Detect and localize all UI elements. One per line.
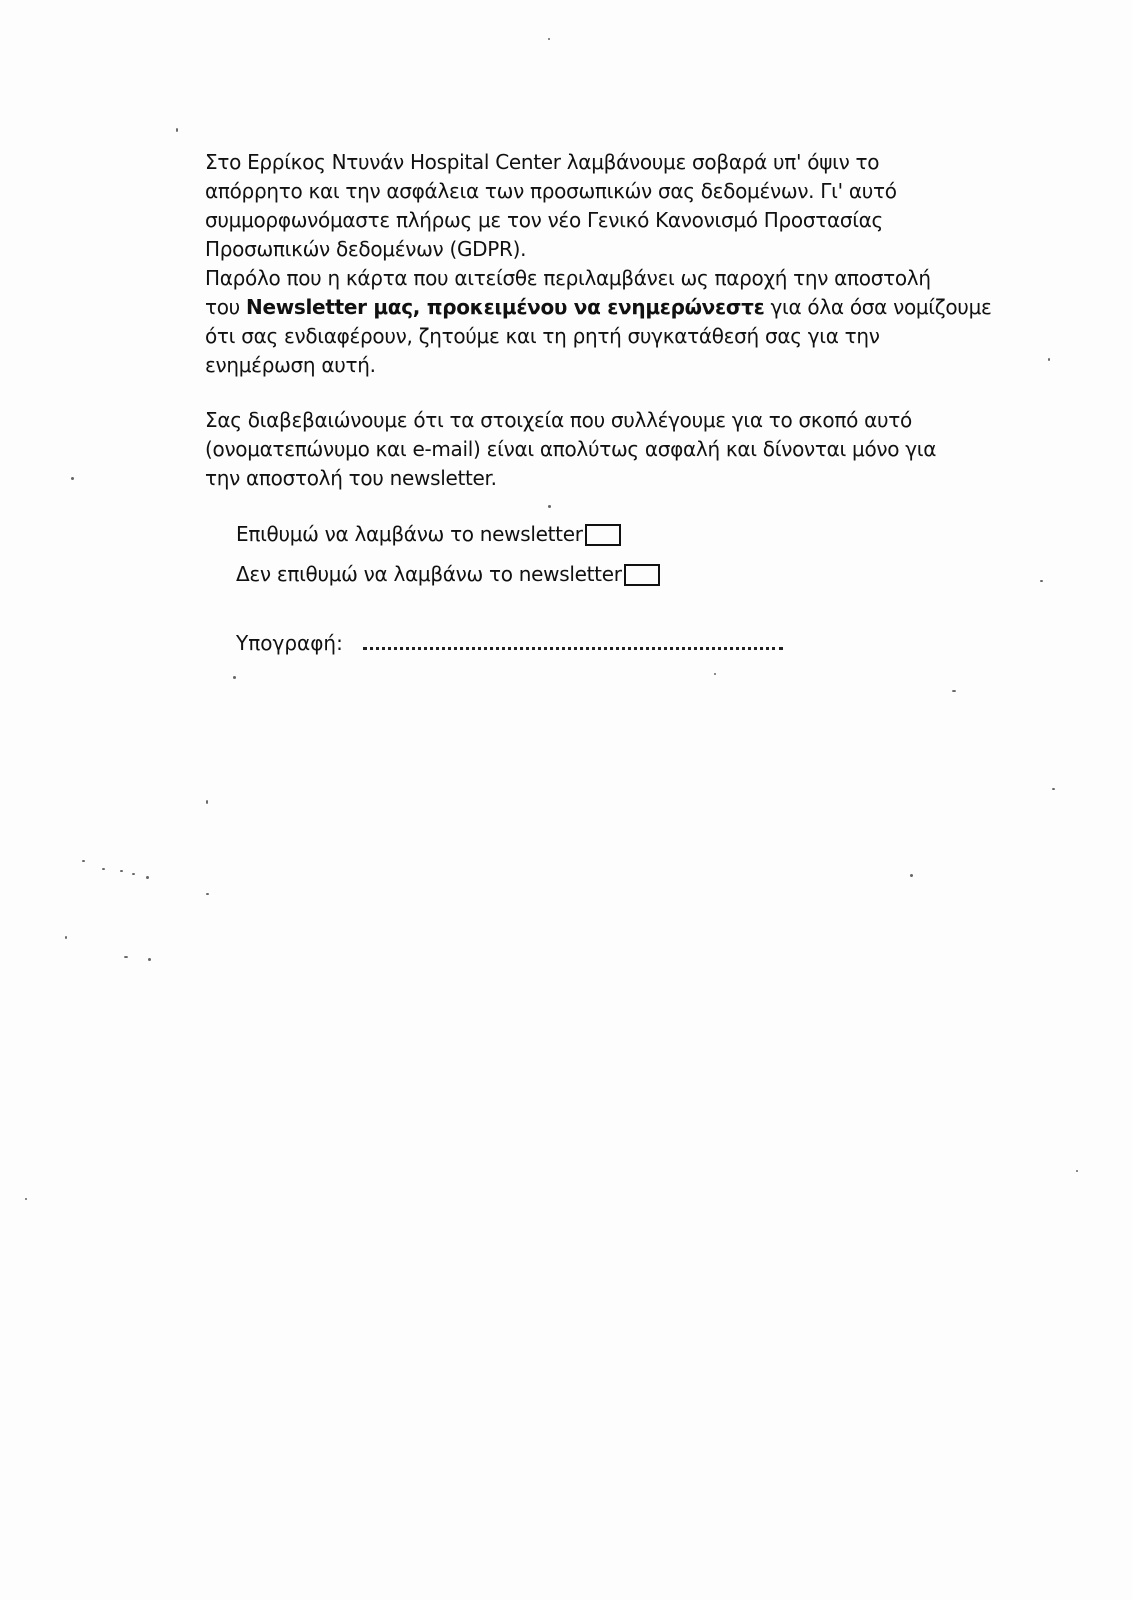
scan-speck	[1076, 1170, 1078, 1172]
text-line: συμμορφωνόμαστε πλήρως με τον νέο Γενικό Κανονισμό Προστασίας	[205, 208, 883, 232]
text-line: ενημέρωση αυτή.	[205, 353, 376, 377]
scan-speck	[25, 1198, 27, 1200]
opt-in-label: Επιθυμώ να λαμβάνω το newsletter	[236, 522, 583, 546]
scan-speck	[65, 936, 67, 939]
text-fragment: του	[205, 295, 247, 319]
text-line: Προσωπικών δεδομένων (GDPR).	[205, 237, 527, 261]
scan-speck	[82, 860, 85, 862]
signature-line[interactable]	[363, 629, 783, 650]
scan-speck	[206, 893, 209, 895]
text-line: (ονοματεπώνυμο και e-mail) είναι απολύτως ασφαλή και δίνονται μόνο για	[205, 437, 937, 461]
scan-speck	[146, 876, 149, 879]
scan-speck	[714, 673, 716, 675]
scan-speck	[1048, 358, 1050, 361]
scan-speck	[176, 128, 178, 132]
scan-speck	[124, 956, 128, 958]
signature-field	[236, 629, 783, 658]
text-line: απόρρητο και την ασφάλεια των προσωπικών σας δεδομένων. Γι' αυτό	[205, 179, 897, 203]
scan-speck	[102, 868, 105, 870]
scan-speck	[120, 870, 123, 872]
text-line: Σας διαβεβαιώνουμε ότι τα στοιχεία που συλλέγουμε για το σκοπό αυτό	[205, 408, 912, 432]
bold-text-fragment: Newsletter μας, προκειμένου να ενημερώνεστε	[246, 295, 765, 319]
text-line: ότι σας ενδιαφέρουν, ζητούμε και τη ρητή συγκατάθεσή σας για την	[205, 324, 880, 348]
opt-out-checkbox[interactable]	[624, 564, 660, 586]
scan-speck	[71, 477, 74, 480]
text-line: Παρόλο που η κάρτα που αιτείσθε περιλαμβάνει ως παροχή την αποστολή	[205, 266, 931, 290]
scan-speck	[548, 38, 550, 40]
scan-speck	[148, 958, 151, 961]
assurance-paragraph	[205, 406, 945, 493]
text-line: Στο Ερρίκος Ντυνάν Hospital Center λαμβάνουμε σοβαρά υπ' όψιν το	[205, 150, 880, 174]
scan-speck	[548, 505, 551, 508]
scan-speck	[910, 874, 913, 877]
text-line-mixed	[205, 293, 992, 322]
opt-out-label: Δεν επιθυμώ να λαμβάνω το newsletter	[236, 562, 622, 586]
opt-out-option	[236, 560, 660, 589]
scan-speck	[1052, 788, 1055, 790]
opt-in-option	[236, 520, 621, 549]
scan-speck	[206, 800, 208, 804]
scan-speck	[952, 690, 956, 692]
signature-label: Υπογραφή:	[236, 631, 343, 655]
text-line: την αποστολή του newsletter.	[205, 466, 497, 490]
privacy-paragraph	[205, 148, 992, 380]
scan-speck	[233, 676, 236, 679]
scan-speck	[132, 873, 135, 875]
text-fragment: για όλα όσα νομίζουμε	[764, 295, 992, 319]
opt-in-checkbox[interactable]	[585, 524, 621, 546]
scan-speck	[1040, 580, 1043, 582]
